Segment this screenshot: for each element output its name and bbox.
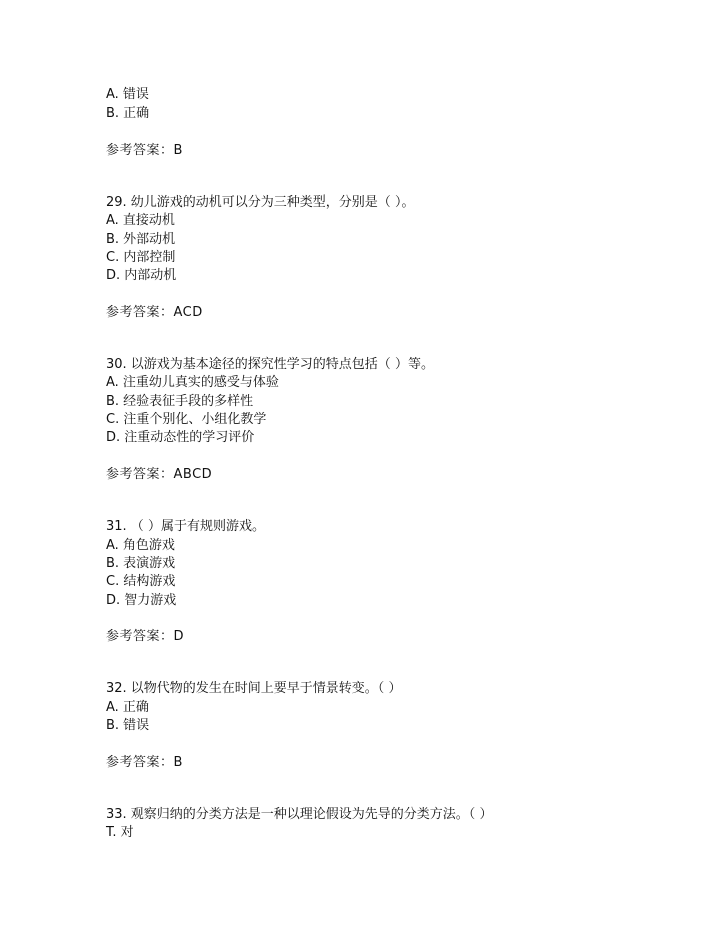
option-b: B. 正确 bbox=[106, 106, 150, 121]
question-33-stem: 33. 观察归纳的分类方法是一种以理论假设为先导的分类方法。（ ） bbox=[106, 807, 493, 822]
question-32-answer: 参考答案：B bbox=[106, 755, 183, 770]
question-29-option-c: C. 内部控制 bbox=[106, 250, 176, 265]
question-31-option-a: A. 角色游戏 bbox=[106, 538, 175, 553]
question-31-option-d: D. 智力游戏 bbox=[106, 593, 177, 608]
question-31-option-b: B. 表演游戏 bbox=[106, 556, 176, 571]
option-a: A. 错误 bbox=[106, 87, 149, 102]
question-29-answer: 参考答案：ACD bbox=[106, 305, 203, 320]
question-30-option-a: A. 注重幼儿真实的感受与体验 bbox=[106, 375, 279, 390]
question-31-option-c: C. 结构游戏 bbox=[106, 574, 176, 589]
question-30-option-b: B. 经验表征手段的多样性 bbox=[106, 394, 254, 409]
question-31-answer: 参考答案：D bbox=[106, 629, 185, 644]
question-30-option-d: D. 注重动态性的学习评价 bbox=[106, 430, 255, 445]
question-29-option-b: B. 外部动机 bbox=[106, 232, 176, 247]
question-32-stem: 32. 以物代物的发生在时间上要早于情景转变。（ ） bbox=[106, 681, 402, 696]
question-33-option-t: T. 对 bbox=[106, 825, 134, 840]
question-30-stem: 30. 以游戏为基本途径的探究性学习的特点包括（ ）等。 bbox=[106, 357, 434, 372]
question-31-stem: 31. （ ）属于有规则游戏。 bbox=[106, 519, 265, 534]
answer-line: 参考答案：B bbox=[106, 143, 183, 158]
question-30-answer: 参考答案：ABCD bbox=[106, 467, 213, 482]
question-32-option-b: B. 错误 bbox=[106, 718, 150, 733]
question-29-option-d: D. 内部动机 bbox=[106, 268, 177, 283]
question-32-option-a: A. 正确 bbox=[106, 700, 149, 715]
question-29-option-a: A. 直接动机 bbox=[106, 213, 175, 228]
question-29-stem: 29. 幼儿游戏的动机可以分为三种类型，分别是（ ）。 bbox=[106, 195, 415, 210]
question-30-option-c: C. 注重个别化、小组化教学 bbox=[106, 412, 267, 427]
